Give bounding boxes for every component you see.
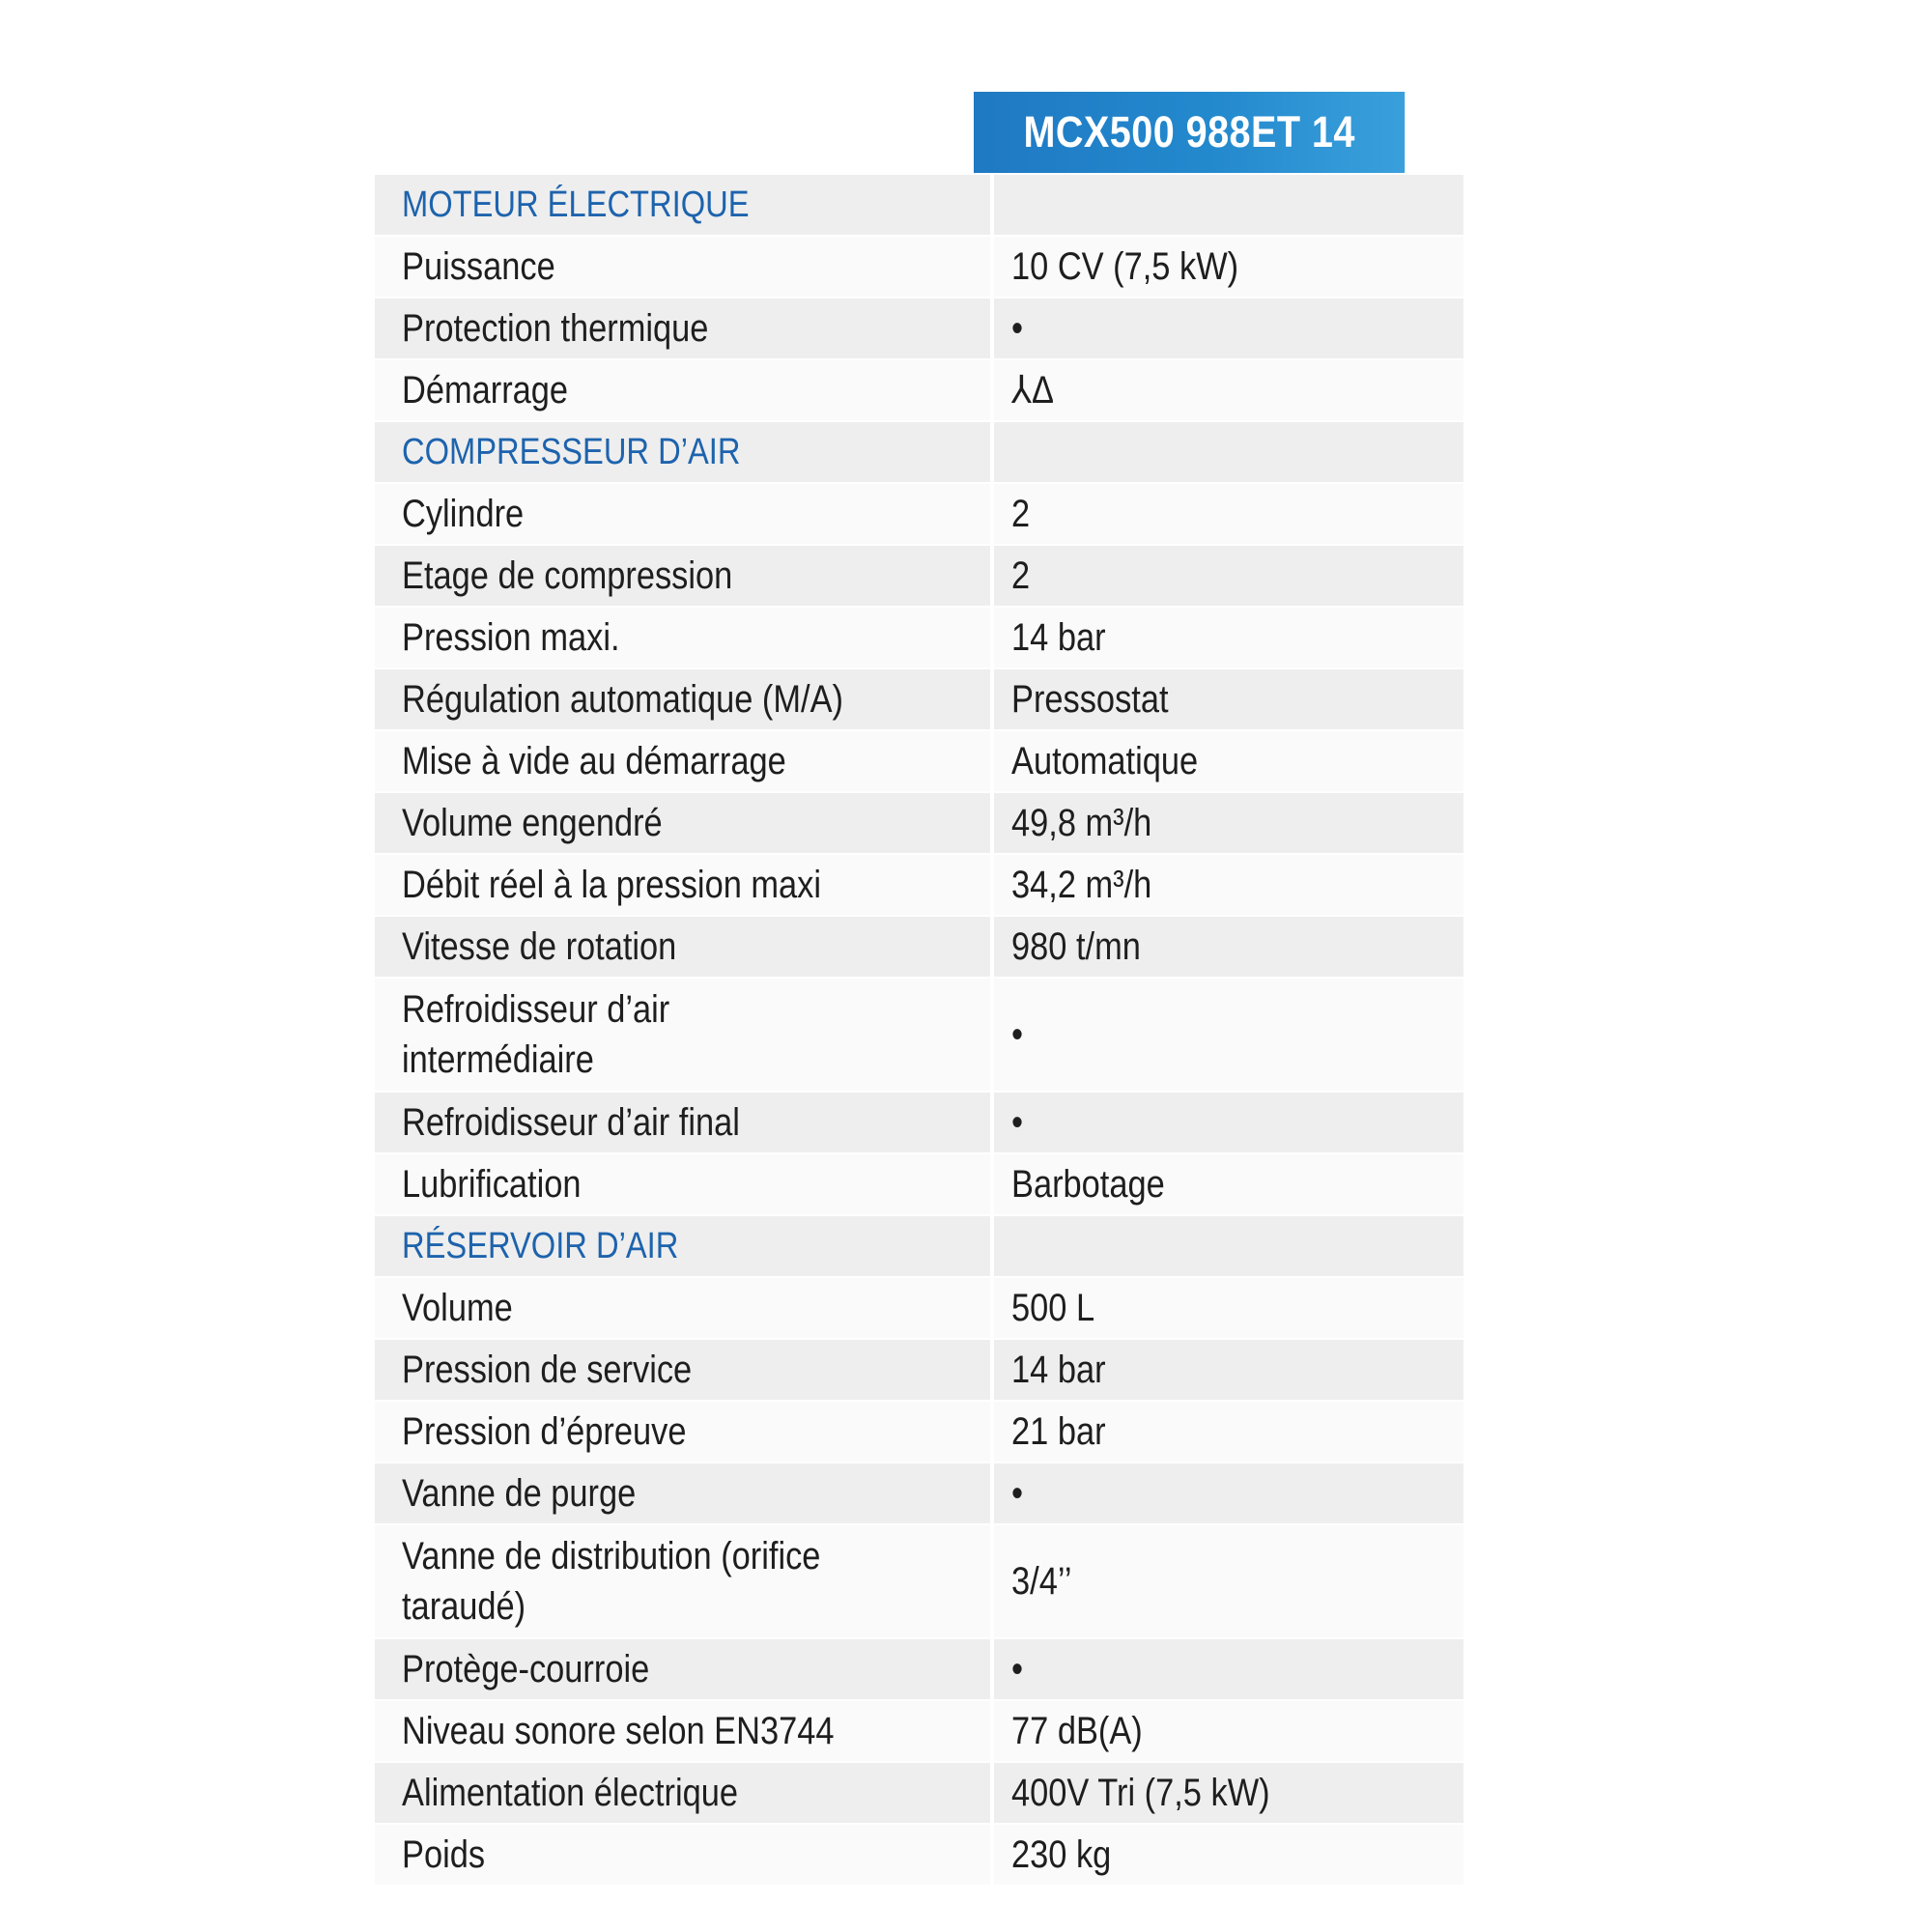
table-row [375, 791, 1463, 853]
section-row-compresseur [375, 420, 1463, 482]
table-row [375, 1823, 1463, 1885]
model-header: MCX500 988ET 14 [974, 92, 1405, 173]
table-row [375, 1761, 1463, 1823]
row-value: • [1011, 1013, 1024, 1056]
section-title: RÉSERVOIR D’AIR [402, 1226, 679, 1266]
table-row [375, 1091, 1463, 1152]
table-row [375, 482, 1463, 544]
row-label: Vitesse de rotation [402, 925, 677, 968]
table-row [375, 977, 1463, 1091]
row-label: Mise à vide au démarrage [402, 740, 786, 782]
row-value: • [1011, 1101, 1024, 1144]
row-label: Pression de service [402, 1349, 693, 1391]
row-value: Barbotage [1011, 1163, 1165, 1206]
table-row [375, 1152, 1463, 1214]
section-row-reservoir [375, 1214, 1463, 1276]
row-label: Lubrification [402, 1163, 582, 1206]
row-value: 230 kg [1011, 1833, 1112, 1876]
section-title: COMPRESSEUR D’AIR [402, 432, 741, 472]
row-label: Démarrage [402, 369, 569, 412]
row-value: • [1011, 1648, 1024, 1690]
table-row [375, 606, 1463, 668]
row-label: Vanne de distribution (orifice taraudé) [402, 1535, 821, 1628]
section-title: MOTEUR ÉLECTRIQUE [402, 185, 750, 225]
header-row [375, 92, 1463, 173]
row-label: Niveau sonore selon EN3744 [402, 1710, 835, 1752]
row-label: Refroidisseur d’air final [402, 1101, 740, 1144]
table-row [375, 544, 1463, 606]
row-value: 14 bar [1011, 616, 1106, 659]
table-row [375, 915, 1463, 977]
row-label: Refroidisseur d’air intermédiaire [402, 988, 670, 1081]
row-value: • [1011, 307, 1024, 350]
row-label: Vanne de purge [402, 1472, 637, 1515]
table-row [375, 1699, 1463, 1761]
section-row-moteur [375, 173, 1463, 235]
row-value: • [1011, 1472, 1024, 1515]
table-row [375, 1462, 1463, 1523]
row-label: Alimentation électrique [402, 1772, 739, 1814]
row-value: 980 t/mn [1011, 925, 1141, 968]
row-value: 14 bar [1011, 1349, 1106, 1391]
row-label: Débit réel à la pression maxi [402, 864, 822, 906]
row-value: 2 [1011, 493, 1031, 535]
row-label: Pression maxi. [402, 616, 620, 659]
row-value: 500 L [1011, 1287, 1095, 1329]
table-row [375, 235, 1463, 297]
table-row [375, 1523, 1463, 1637]
table-row [375, 1276, 1463, 1338]
table-row [375, 297, 1463, 358]
row-label: Puissance [402, 245, 555, 288]
table-row [375, 668, 1463, 729]
row-label: Pression d’épreuve [402, 1410, 687, 1453]
row-value: Pressostat [1011, 678, 1169, 721]
row-value: 77 dB(A) [1011, 1710, 1143, 1752]
table-row [375, 853, 1463, 915]
row-label: Régulation automatique (M/A) [402, 678, 843, 721]
row-value: Automatique [1011, 740, 1199, 782]
header-spacer [375, 92, 974, 173]
row-label: Protège-courroie [402, 1648, 650, 1690]
row-value: ⅄Δ [1011, 369, 1054, 412]
table-row [375, 1338, 1463, 1400]
row-label: Volume [402, 1287, 513, 1329]
row-value: 3/4’’ [1011, 1560, 1072, 1603]
row-value: 10 CV (7,5 kW) [1011, 245, 1239, 288]
table-row [375, 358, 1463, 420]
spec-table [375, 92, 1463, 1885]
row-value: 34,2 m³/h [1011, 864, 1152, 906]
table-row [375, 1400, 1463, 1462]
row-label: Poids [402, 1833, 486, 1876]
row-label: Volume engendré [402, 802, 663, 844]
row-label: Protection thermique [402, 307, 709, 350]
row-value: 49,8 m³/h [1011, 802, 1152, 844]
row-value: 400V Tri (7,5 kW) [1011, 1772, 1270, 1814]
row-label: Cylindre [402, 493, 525, 535]
table-row [375, 729, 1463, 791]
row-value: 21 bar [1011, 1410, 1106, 1453]
table-row [375, 1637, 1463, 1699]
row-value: 2 [1011, 554, 1031, 597]
row-label: Etage de compression [402, 554, 733, 597]
